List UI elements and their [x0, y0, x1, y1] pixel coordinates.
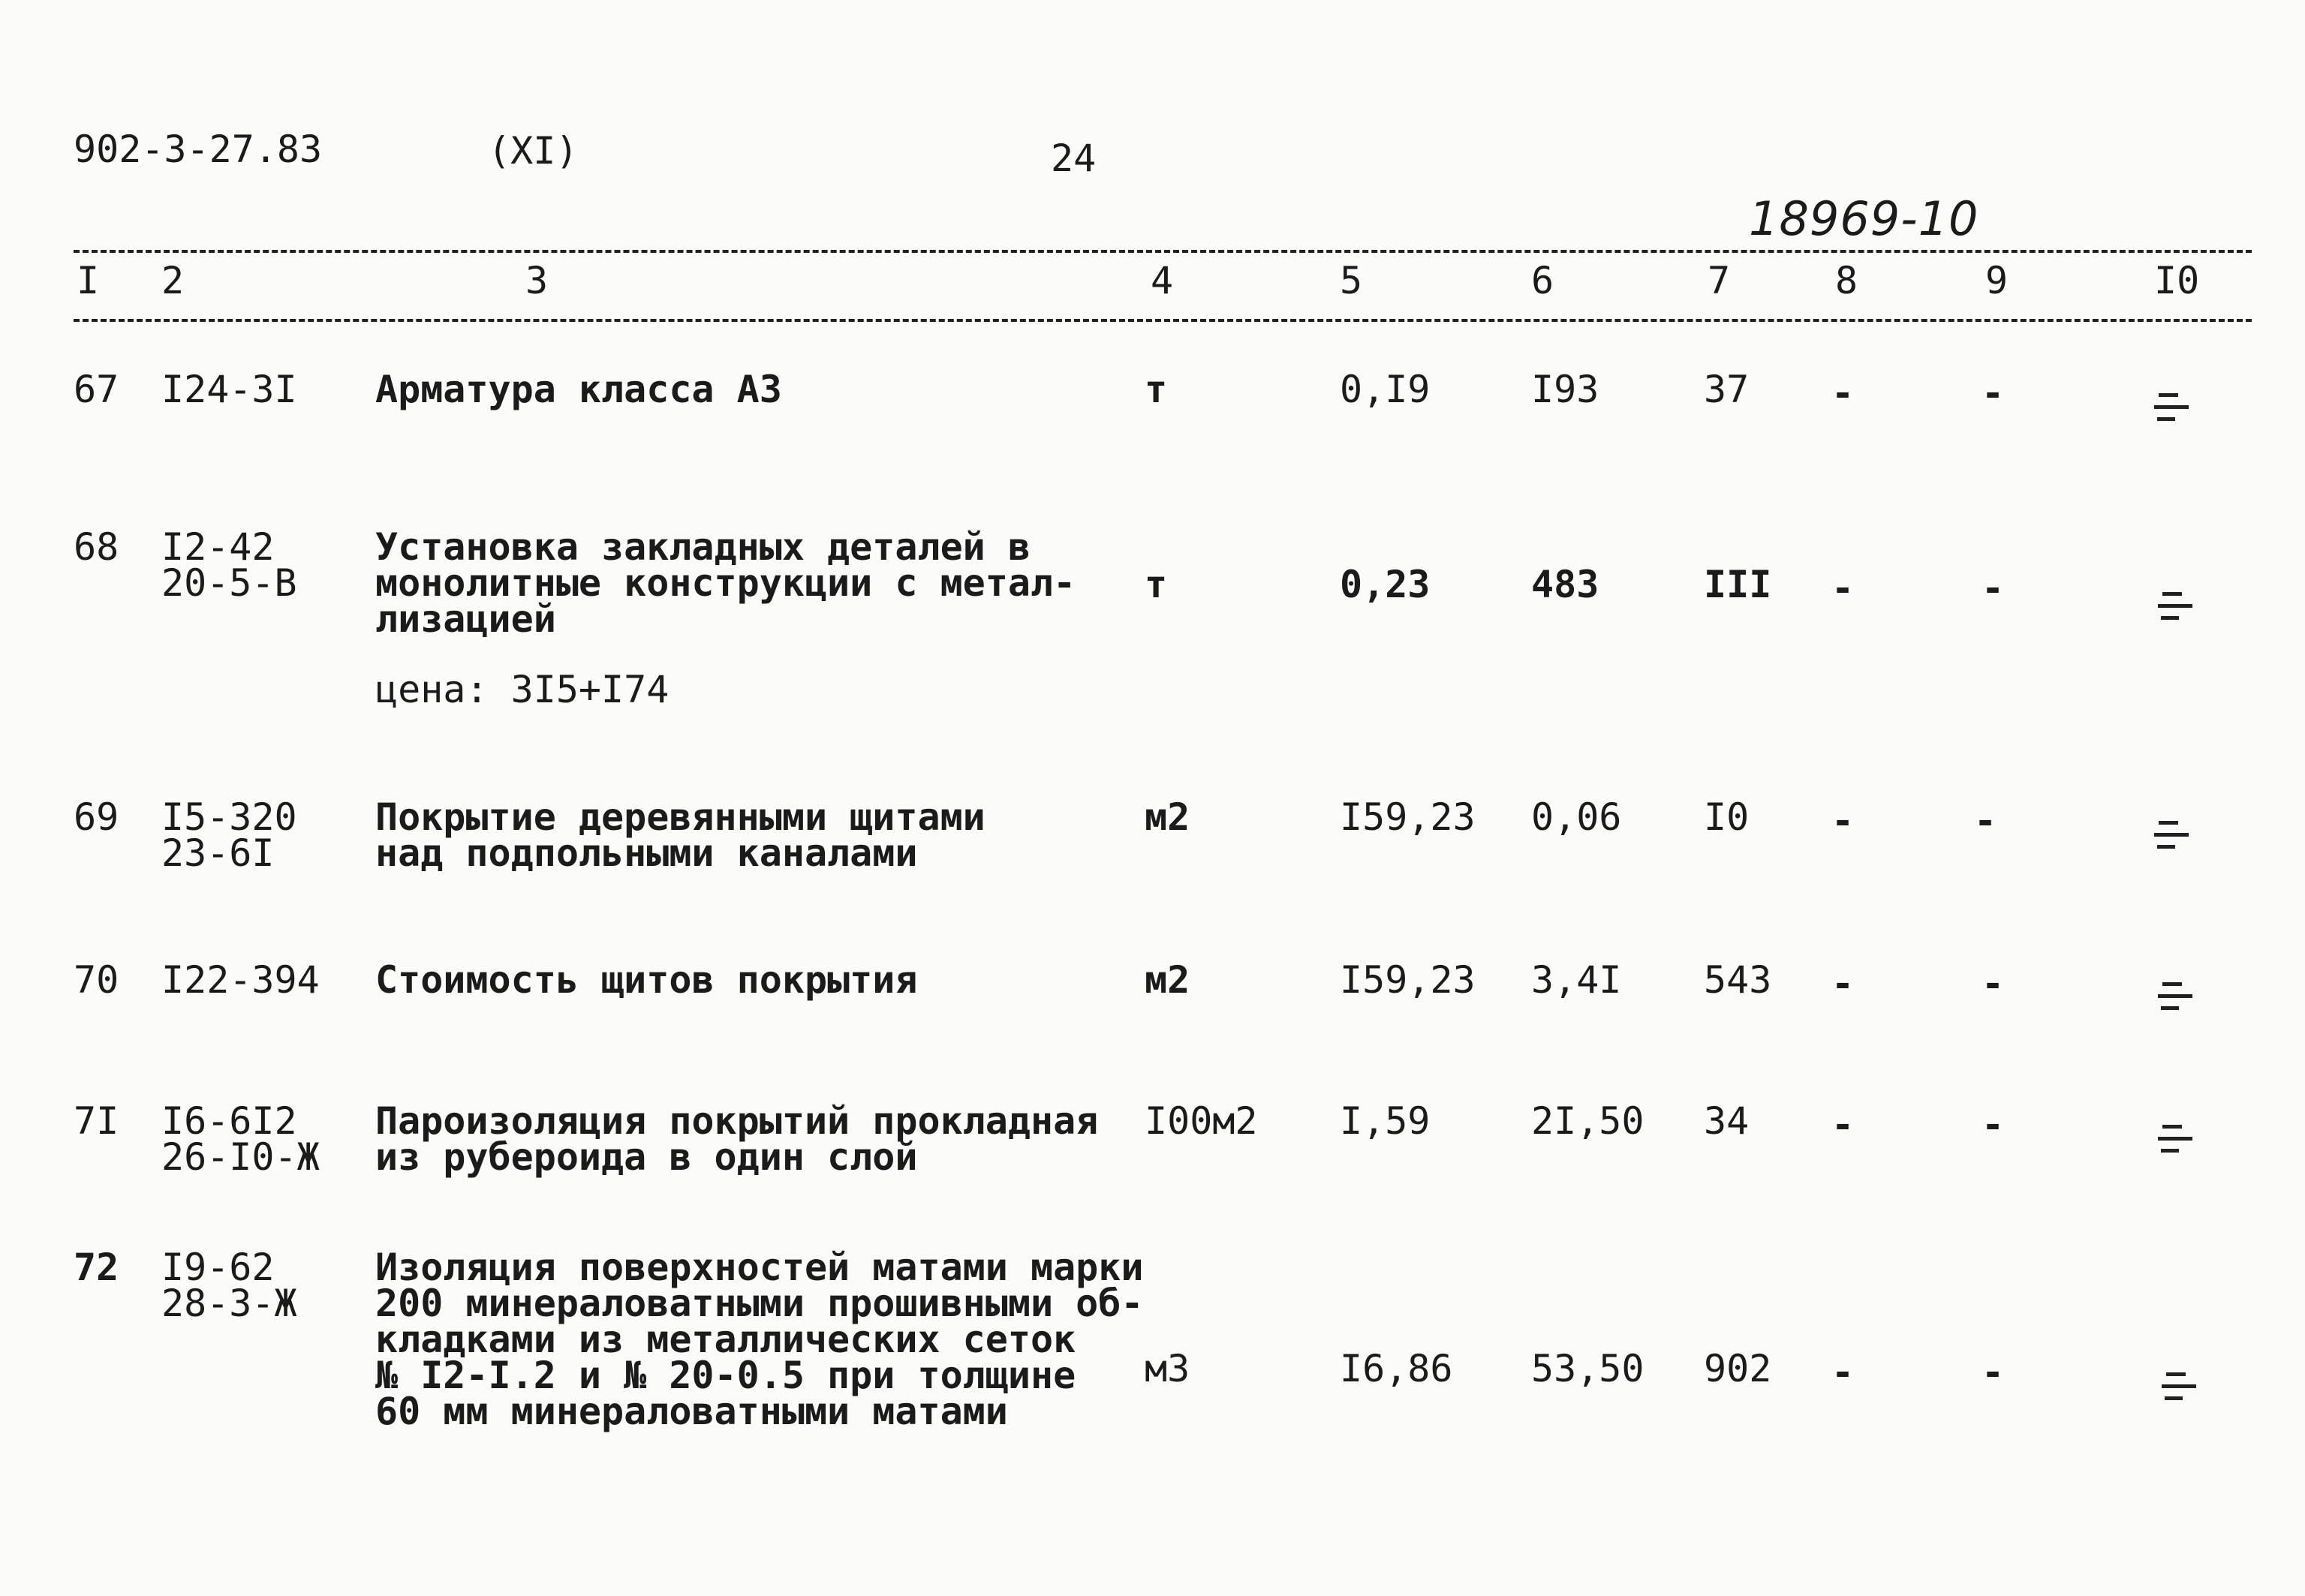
- column-8-dash: -: [1831, 962, 1855, 1005]
- section-number: (XI): [488, 129, 579, 173]
- quantity: 0,23: [1340, 563, 1431, 606]
- column-header-3: 3: [525, 259, 549, 302]
- quantity: I59,23: [1340, 958, 1476, 1002]
- work-description: Стоимость щитов покрытия: [375, 958, 918, 1002]
- work-description: Пароизоляция покрытий прокладная из рубероида в один слой: [375, 1099, 1099, 1179]
- column-9-dash: -: [1974, 799, 1997, 843]
- row-number: 68: [74, 525, 119, 569]
- column-8-dash: -: [1831, 567, 1855, 610]
- row-number: 69: [74, 795, 119, 839]
- column-8-dash: -: [1831, 799, 1855, 843]
- price-note: цена: 3I5+I74: [375, 668, 670, 711]
- total-cost: 34: [1704, 1099, 1750, 1143]
- unit: м2: [1145, 958, 1190, 1002]
- column-header-10: I0: [2154, 259, 2200, 302]
- equals-mark: [2154, 818, 2189, 851]
- unit-price: 3,4I: [1531, 958, 1622, 1002]
- work-description: Арматура класса А3: [375, 368, 782, 411]
- unit-price: 0,06: [1531, 795, 1622, 839]
- unit-price: 483: [1531, 563, 1599, 606]
- work-description: Покрытие деревянными щитами над подпольными каналами: [375, 795, 985, 875]
- equals-mark: [2162, 1369, 2196, 1402]
- column-8-dash: -: [1831, 371, 1855, 415]
- column-9-dash: -: [1982, 371, 2005, 415]
- rate-code: I9-62 28-3-Ж: [161, 1246, 297, 1325]
- column-9-dash: -: [1982, 1103, 2005, 1147]
- column-9-dash: -: [1982, 567, 2005, 610]
- unit: м2: [1145, 795, 1190, 839]
- unit: м3: [1145, 1347, 1190, 1390]
- total-cost: 543: [1704, 958, 1772, 1002]
- column-header-9: 9: [1985, 259, 2009, 302]
- quantity: I59,23: [1340, 795, 1476, 839]
- column-8-dash: -: [1831, 1103, 1855, 1147]
- row-number: 7I: [74, 1099, 119, 1143]
- equals-mark: [2158, 589, 2192, 622]
- unit-price: I93: [1531, 368, 1599, 411]
- rate-code: I24-3I: [161, 368, 297, 411]
- unit: т: [1145, 368, 1168, 411]
- total-cost: I0: [1704, 795, 1750, 839]
- column-header-2: 2: [161, 259, 185, 302]
- column-9-dash: -: [1982, 1351, 2005, 1394]
- rate-code: I5-320 23-6I: [161, 795, 297, 875]
- rate-code: I2-42 20-5-В: [161, 525, 297, 605]
- row-number: 67: [74, 368, 119, 411]
- row-number: 70: [74, 958, 119, 1002]
- unit-price: 53,50: [1531, 1347, 1644, 1390]
- column-header-7: 7: [1708, 259, 1731, 302]
- column-8-dash: -: [1831, 1351, 1855, 1394]
- column-header-5: 5: [1340, 259, 1363, 302]
- column-header-6: 6: [1531, 259, 1554, 302]
- header-bottom-rule: [74, 319, 2252, 322]
- unit: I00м2: [1145, 1099, 1258, 1143]
- page-number: 24: [1051, 137, 1097, 180]
- equals-mark: [2154, 390, 2189, 423]
- equals-mark: [2158, 979, 2192, 1012]
- quantity: I6,86: [1340, 1347, 1453, 1390]
- rate-code: I22-394: [161, 958, 320, 1002]
- quantity: 0,I9: [1340, 368, 1431, 411]
- handwritten-reference: 18969-10: [1749, 191, 1979, 246]
- unit: т: [1145, 563, 1168, 606]
- equals-mark: [2158, 1122, 2192, 1155]
- total-cost: 902: [1704, 1347, 1772, 1390]
- column-header-4: 4: [1151, 259, 1174, 302]
- rate-code: I6-6I2 26-I0-Ж: [161, 1099, 320, 1179]
- work-description: Изоляция поверхностей матами марки 200 минераловатными прошивными об- кладками из металлических сеток № I2-I.2 и № 20-0.5 при толщине 60 мм минераловатными матами: [375, 1246, 1144, 1433]
- document-code: 902-3-27.83: [74, 128, 323, 171]
- total-cost: 37: [1704, 368, 1750, 411]
- quantity: I,59: [1340, 1099, 1431, 1143]
- column-header-1: I: [77, 259, 100, 302]
- row-number: 72: [74, 1246, 119, 1289]
- column-header-8: 8: [1835, 259, 1858, 302]
- unit-price: 2I,50: [1531, 1099, 1644, 1143]
- total-cost: III: [1704, 563, 1772, 606]
- work-description: Установка закладных деталей в монолитные конструкции с метал- лизацией: [375, 525, 1076, 641]
- column-9-dash: -: [1982, 962, 2005, 1005]
- header-top-rule: [74, 250, 2252, 253]
